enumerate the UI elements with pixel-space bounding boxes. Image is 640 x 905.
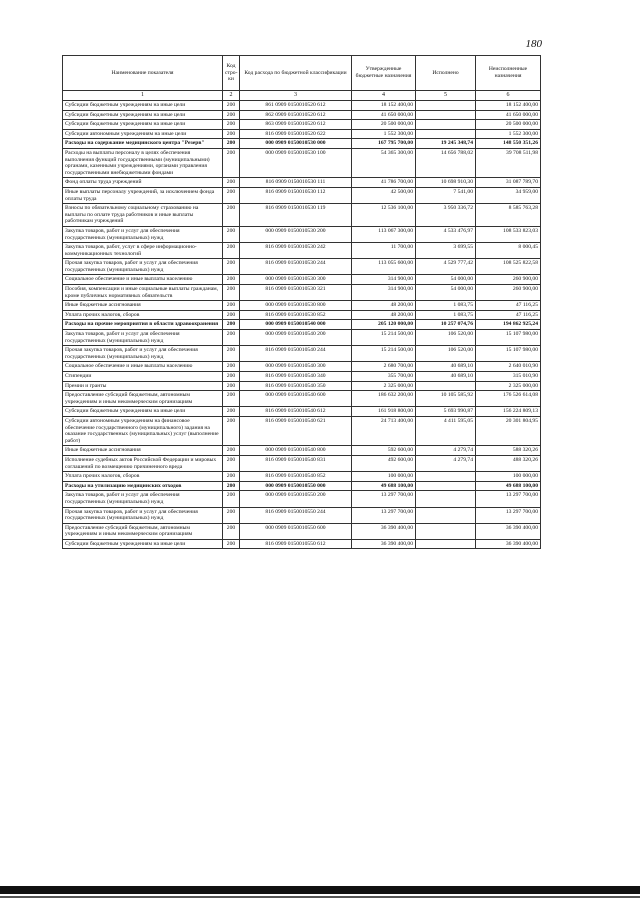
table-row: [63, 491, 541, 507]
row-approved: 167 795 700,00: [352, 139, 416, 149]
row-expense-code: 816 0909 0150010540 350: [240, 381, 352, 391]
row-unexecuted: 2 640 010,90: [476, 362, 541, 372]
row-expense-code: 816 0909 0150010540 244: [240, 346, 352, 362]
row-unexecuted: 15 107 980,00: [476, 346, 541, 362]
row-unexecuted: 49 688 100,00: [476, 481, 541, 491]
row-executed: [416, 491, 476, 507]
row-approved: 11 700,00: [352, 243, 416, 259]
row-line-code: 200: [223, 310, 240, 320]
row-line-code: 200: [223, 416, 240, 445]
row-expense-code: 000 0909 0150010540 200: [240, 330, 352, 346]
row-unexecuted: 148 550 351,26: [476, 139, 541, 149]
row-expense-code: 000 0909 0150010530 800: [240, 301, 352, 311]
row-unexecuted: 36 390 400,00: [476, 539, 541, 549]
header-approved: Утвержденные бюджетные назначения: [352, 56, 416, 91]
table-body: [63, 101, 541, 549]
row-unexecuted: 488 320,26: [476, 455, 541, 471]
row-executed: 1 083,75: [416, 301, 476, 311]
row-expense-code: 816 0909 0150010520 622: [240, 129, 352, 139]
row-unexecuted: 41 650 000,00: [476, 110, 541, 120]
table-row: [63, 259, 541, 275]
row-line-code: 200: [223, 285, 240, 301]
table-header-row: [63, 56, 541, 91]
header-line-code: Код стро-ки: [223, 56, 240, 91]
table-row: [63, 446, 541, 456]
row-name: Расходы на утилизацию медицинских отходов: [63, 481, 223, 491]
row-line-code: 200: [223, 455, 240, 471]
row-executed: 106 520,00: [416, 346, 476, 362]
row-expense-code: 816 0909 0150010540 852: [240, 472, 352, 482]
row-executed: 40 689,10: [416, 372, 476, 382]
row-approved: 20 500 000,00: [352, 120, 416, 130]
row-name: Иные бюджетные ассигнования: [63, 301, 223, 311]
column-number: 3: [240, 91, 352, 101]
row-approved: 18 152 400,00: [352, 101, 416, 111]
row-expense-code: 816 0909 0150010530 112: [240, 187, 352, 203]
row-name: Расходы на выплаты персоналу в целях обеспечения выполнения функций государственными (муниципальными) органами, казенными учреждениями, органами управления государственными внебюджетными фондами: [63, 148, 223, 177]
table-row: [63, 129, 541, 139]
row-name: Субсидии бюджетным учреждениям на иные цели: [63, 101, 223, 111]
row-expense-code: 863 0909 0150010520 612: [240, 120, 352, 130]
row-name: Субсидии бюджетным учреждениям на иные цели: [63, 539, 223, 549]
row-name: Субсидии автономным учреждениям на финансовое обеспечение государственного (муниципального) задания на оказание государственных (муниципальных) услуг (выполнение работ): [63, 416, 223, 445]
row-line-code: 200: [223, 320, 240, 330]
row-approved: 41 650 000,00: [352, 110, 416, 120]
row-approved: 314 900,00: [352, 285, 416, 301]
row-name: Прочая закупка товаров, работ и услуг для обеспечения государственных (муниципальных) нужд: [63, 346, 223, 362]
table-row: [63, 391, 541, 407]
table-row: [63, 148, 541, 177]
row-approved: 54 365 300,00: [352, 148, 416, 177]
row-line-code: 200: [223, 539, 240, 549]
table-row: [63, 243, 541, 259]
row-unexecuted: 31 087 789,70: [476, 178, 541, 188]
table-row: [63, 481, 541, 491]
row-approved: 100 000,00: [352, 472, 416, 482]
row-name: Расходы на прочие мероприятия в области здравоохранения: [63, 320, 223, 330]
row-unexecuted: 108 533 823,03: [476, 226, 541, 242]
row-expense-code: 816 0909 0150010550 244: [240, 507, 352, 523]
row-unexecuted: 2 325 000,00: [476, 381, 541, 391]
row-unexecuted: 18 152 400,00: [476, 101, 541, 111]
row-line-code: 200: [223, 148, 240, 177]
row-approved: 48 200,00: [352, 301, 416, 311]
row-approved: 42 500,00: [352, 187, 416, 203]
row-approved: 13 297 700,00: [352, 491, 416, 507]
table-row: [63, 187, 541, 203]
row-line-code: 200: [223, 362, 240, 372]
row-line-code: 200: [223, 407, 240, 417]
row-unexecuted: 47 116,25: [476, 301, 541, 311]
row-expense-code: 816 0909 0150010530 244: [240, 259, 352, 275]
row-approved: 186 632 200,00: [352, 391, 416, 407]
row-approved: 24 713 400,00: [352, 416, 416, 445]
row-executed: 4 279,74: [416, 455, 476, 471]
row-name: Уплата прочих налогов, сборов: [63, 472, 223, 482]
row-expense-code: 816 0909 0150010550 612: [240, 539, 352, 549]
row-approved: 592 600,00: [352, 446, 416, 456]
row-executed: 14 656 788,02: [416, 148, 476, 177]
row-approved: 15 214 500,00: [352, 346, 416, 362]
row-executed: 54 000,00: [416, 285, 476, 301]
row-name: Прочая закупка товаров, работ и услуг для обеспечения государственных (муниципальных) нужд: [63, 259, 223, 275]
row-unexecuted: 15 107 980,00: [476, 330, 541, 346]
row-name: Субсидии бюджетным учреждениям на иные цели: [63, 110, 223, 120]
row-line-code: 200: [223, 481, 240, 491]
row-executed: 106 520,00: [416, 330, 476, 346]
table-row: [63, 407, 541, 417]
table-row: [63, 110, 541, 120]
row-name: Прочая закупка товаров, работ и услуг для обеспечения государственных (муниципальных) нужд: [63, 507, 223, 523]
row-unexecuted: 13 297 700,00: [476, 507, 541, 523]
table-row: [63, 330, 541, 346]
row-expense-code: 816 0909 0150010540 340: [240, 372, 352, 382]
row-expense-code: 816 0909 0150010530 242: [240, 243, 352, 259]
row-unexecuted: 100 000,00: [476, 472, 541, 482]
row-unexecuted: 34 959,00: [476, 187, 541, 203]
row-approved: 205 120 000,00: [352, 320, 416, 330]
column-number-row: [63, 91, 541, 101]
row-unexecuted: 20 500 000,00: [476, 120, 541, 130]
row-name: Субсидии бюджетным учреждениям на иные цели: [63, 120, 223, 130]
row-name: Премии и гранты: [63, 381, 223, 391]
row-executed: 3 699,55: [416, 243, 476, 259]
row-unexecuted: 260 900,00: [476, 275, 541, 285]
row-expense-code: 000 0909 0150010550 200: [240, 491, 352, 507]
row-line-code: 200: [223, 491, 240, 507]
table-row: [63, 178, 541, 188]
row-name: Расходы на содержание медицинского центра "Резерв": [63, 139, 223, 149]
row-name: Иные выплаты персоналу учреждений, за исключением фонда оплаты труда: [63, 187, 223, 203]
row-executed: 19 245 348,74: [416, 139, 476, 149]
table-row: [63, 204, 541, 227]
row-line-code: 200: [223, 101, 240, 111]
table-row: [63, 416, 541, 445]
row-expense-code: 000 0909 0150010540 000: [240, 320, 352, 330]
row-name: Фонд оплаты труда учреждений: [63, 178, 223, 188]
row-executed: 5 693 990,87: [416, 407, 476, 417]
row-expense-code: 816 0909 0150010530 111: [240, 178, 352, 188]
row-name: Взносы по обязательному социальному страхованию на выплаты по оплате труда работников и иные выплаты работникам учреждений: [63, 204, 223, 227]
row-unexecuted: 8 585 763,28: [476, 204, 541, 227]
row-approved: 161 918 800,00: [352, 407, 416, 417]
row-name: Предоставление субсидий бюджетным, автономным учреждениям и иным некоммерческим организациям: [63, 391, 223, 407]
row-name: Закупка товаров, работ и услуг для обеспечения государственных (муниципальных) нужд: [63, 491, 223, 507]
row-executed: [416, 523, 476, 539]
row-expense-code: 861 0909 0150010520 612: [240, 101, 352, 111]
row-executed: 10 257 074,76: [416, 320, 476, 330]
row-line-code: 200: [223, 259, 240, 275]
row-unexecuted: 8 000,45: [476, 243, 541, 259]
row-executed: [416, 481, 476, 491]
row-line-code: 200: [223, 507, 240, 523]
row-name: Предоставление субсидий бюджетным, автономным учреждениям и иным некоммерческим организациям: [63, 523, 223, 539]
row-expense-code: 816 0909 0150010540 621: [240, 416, 352, 445]
row-line-code: 200: [223, 523, 240, 539]
row-line-code: 200: [223, 275, 240, 285]
row-approved: 48 200,00: [352, 310, 416, 320]
table-row: [63, 310, 541, 320]
row-line-code: 200: [223, 301, 240, 311]
table-row: [63, 285, 541, 301]
row-executed: 40 689,10: [416, 362, 476, 372]
row-expense-code: 000 0909 0150010530 200: [240, 226, 352, 242]
row-name: Социальное обеспечение и иные выплаты населению: [63, 362, 223, 372]
row-approved: 113 055 600,00: [352, 259, 416, 275]
table-row: [63, 101, 541, 111]
row-line-code: 200: [223, 472, 240, 482]
row-unexecuted: 588 320,26: [476, 446, 541, 456]
row-expense-code: 816 0909 0150010530 321: [240, 285, 352, 301]
row-name: Иные бюджетные ассигнования: [63, 446, 223, 456]
row-approved: 49 688 100,00: [352, 481, 416, 491]
row-name: Уплата прочих налогов, сборов: [63, 310, 223, 320]
row-line-code: 200: [223, 243, 240, 259]
row-line-code: 200: [223, 204, 240, 227]
row-expense-code: 000 0909 0150010540 300: [240, 362, 352, 372]
row-executed: 4 279,74: [416, 446, 476, 456]
row-line-code: 200: [223, 372, 240, 382]
row-approved: 355 700,00: [352, 372, 416, 382]
row-expense-code: 000 0909 0150010550 000: [240, 481, 352, 491]
row-approved: 13 297 700,00: [352, 507, 416, 523]
row-unexecuted: 194 862 925,24: [476, 320, 541, 330]
row-approved: 113 067 300,00: [352, 226, 416, 242]
row-executed: 54 000,00: [416, 275, 476, 285]
table-row: [63, 381, 541, 391]
row-approved: 2 680 700,00: [352, 362, 416, 372]
row-unexecuted: 176 526 614,08: [476, 391, 541, 407]
row-expense-code: 000 0909 0150010530 100: [240, 148, 352, 177]
header-executed: Исполнено: [416, 56, 476, 91]
row-line-code: 200: [223, 187, 240, 203]
row-approved: 36 390 400,00: [352, 539, 416, 549]
row-line-code: 200: [223, 120, 240, 130]
row-line-code: 200: [223, 226, 240, 242]
row-executed: 3 950 336,72: [416, 204, 476, 227]
row-name: Социальное обеспечение и иные выплаты населению: [63, 275, 223, 285]
row-executed: 4 411 595,05: [416, 416, 476, 445]
row-line-code: 200: [223, 129, 240, 139]
table-row: [63, 372, 541, 382]
table-row: [63, 275, 541, 285]
row-expense-code: 816 0909 0150010540 831: [240, 455, 352, 471]
row-expense-code: 000 0909 0150010530 000: [240, 139, 352, 149]
table-row: [63, 507, 541, 523]
table-row: [63, 523, 541, 539]
row-name: Исполнение судебных актов Российской Федерации и мировых соглашений по возмещению причиненного вреда: [63, 455, 223, 471]
row-executed: [416, 539, 476, 549]
row-approved: 36 390 400,00: [352, 523, 416, 539]
page-number: 180: [525, 38, 542, 50]
row-executed: [416, 381, 476, 391]
row-executed: [416, 101, 476, 111]
row-line-code: 200: [223, 139, 240, 149]
row-unexecuted: 47 116,25: [476, 310, 541, 320]
row-name: Закупка товаров, работ, услуг в сфере информационно-коммуникационных технологий: [63, 243, 223, 259]
row-line-code: 200: [223, 446, 240, 456]
row-approved: 492 600,00: [352, 455, 416, 471]
row-approved: 41 786 700,00: [352, 178, 416, 188]
scan-border-bottom: [0, 886, 640, 894]
row-unexecuted: 315 010,90: [476, 372, 541, 382]
row-executed: [416, 129, 476, 139]
row-unexecuted: 108 525 822,58: [476, 259, 541, 275]
row-executed: [416, 120, 476, 130]
row-line-code: 200: [223, 330, 240, 346]
row-line-code: 200: [223, 381, 240, 391]
row-line-code: 200: [223, 178, 240, 188]
column-number: 1: [63, 91, 223, 101]
row-unexecuted: 260 900,00: [476, 285, 541, 301]
row-executed: 4 529 777,42: [416, 259, 476, 275]
row-executed: 10 698 910,30: [416, 178, 476, 188]
row-line-code: 200: [223, 391, 240, 407]
row-executed: 4 533 476,97: [416, 226, 476, 242]
table-row: [63, 455, 541, 471]
row-expense-code: 816 0909 0150010540 612: [240, 407, 352, 417]
table-row: [63, 346, 541, 362]
row-line-code: 200: [223, 110, 240, 120]
row-approved: 1 552 300,00: [352, 129, 416, 139]
row-expense-code: 816 0909 0150010530 119: [240, 204, 352, 227]
table-row: [63, 301, 541, 311]
row-executed: 10 105 585,92: [416, 391, 476, 407]
column-number: 2: [223, 91, 240, 101]
row-name: Закупка товаров, работ и услуг для обеспечения государственных (муниципальных) нужд: [63, 330, 223, 346]
row-name: Пособия, компенсации и иные социальные выплаты гражданам, кроме публичных нормативных обязательств: [63, 285, 223, 301]
row-executed: [416, 472, 476, 482]
table-row: [63, 472, 541, 482]
header-expense-code: Код расхода по бюджетной классификации: [240, 56, 352, 91]
header-unexecuted: Неисполненные назначения: [476, 56, 541, 91]
row-unexecuted: 13 297 700,00: [476, 491, 541, 507]
row-name: Субсидии бюджетным учреждениям на иные цели: [63, 407, 223, 417]
row-approved: 15 214 500,00: [352, 330, 416, 346]
row-expense-code: 862 0909 0150010520 612: [240, 110, 352, 120]
row-executed: 1 083,75: [416, 310, 476, 320]
row-executed: [416, 110, 476, 120]
header-indicator-name: Наименование показателя: [63, 56, 223, 91]
row-name: Закупка товаров, работ и услуг для обеспечения государственных (муниципальных) нужд: [63, 226, 223, 242]
row-approved: 314 900,00: [352, 275, 416, 285]
row-unexecuted: 1 552 300,00: [476, 129, 541, 139]
row-name: Субсидии автономным учреждениям на иные цели: [63, 129, 223, 139]
row-unexecuted: 39 708 511,98: [476, 148, 541, 177]
column-number: 5: [416, 91, 476, 101]
row-executed: [416, 507, 476, 523]
row-unexecuted: 156 224 809,13: [476, 407, 541, 417]
row-expense-code: 000 0909 0150010540 600: [240, 391, 352, 407]
table-row: [63, 120, 541, 130]
table-row: [63, 362, 541, 372]
scan-border-line: [0, 896, 640, 898]
table-row: [63, 320, 541, 330]
row-expense-code: 000 0909 0150010530 300: [240, 275, 352, 285]
row-approved: 2 325 000,00: [352, 381, 416, 391]
column-number: 4: [352, 91, 416, 101]
row-unexecuted: 36 390 400,00: [476, 523, 541, 539]
row-expense-code: 000 0909 0150010540 800: [240, 446, 352, 456]
row-unexecuted: 20 301 804,95: [476, 416, 541, 445]
budget-execution-table: [62, 55, 541, 549]
row-executed: 7 541,00: [416, 187, 476, 203]
row-approved: 12 536 100,00: [352, 204, 416, 227]
table-row: [63, 139, 541, 149]
row-line-code: 200: [223, 346, 240, 362]
row-name: Стипендии: [63, 372, 223, 382]
row-expense-code: 000 0909 0150010550 600: [240, 523, 352, 539]
row-expense-code: 816 0909 0150010530 852: [240, 310, 352, 320]
table-row: [63, 539, 541, 549]
table-row: [63, 226, 541, 242]
column-number: 6: [476, 91, 541, 101]
